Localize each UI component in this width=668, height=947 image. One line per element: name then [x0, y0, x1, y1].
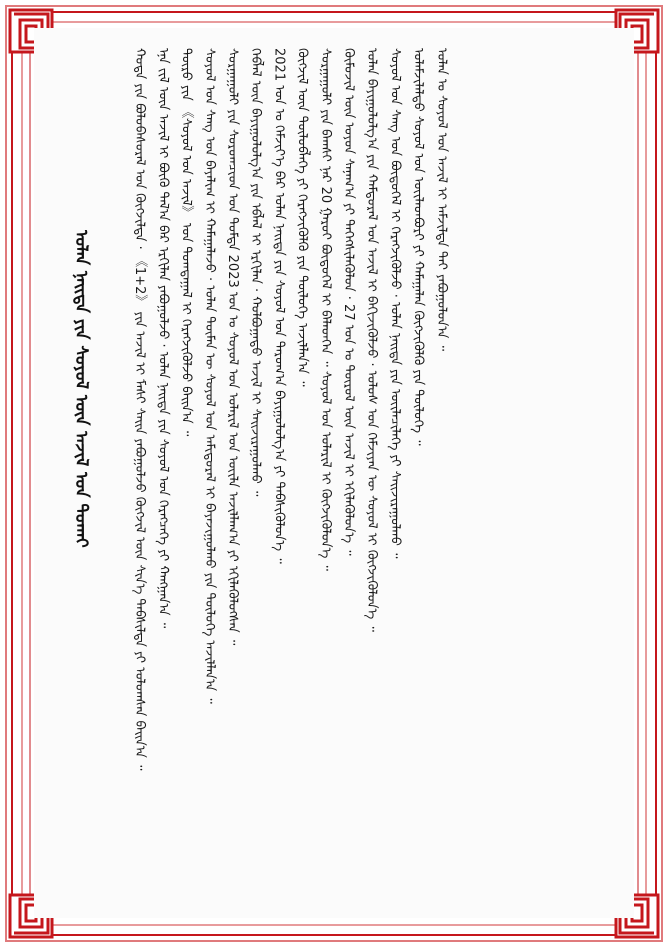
- document-body: ᠬᠣᠲᠠ ᠶᠢᠨ ᠪᠣᠯᠤᠪᠠᠰᠤᠷᠠᠯ ᠤᠨ ᠬᠥᠭᠵᠢᠯᠲᠡ · 《1+2》 ᠶᠢᠨ ᠠᠵᠢᠯ ᠢ ᠮᠠᠰᠢ ᠰᠠᠢᠨ ᠶᠠᠪᠤᠭᠤᠯᠵᠤ ᠬᠥᠭᠵᠢᠯ ᠦᠨ ᠱᠢᠨ᠎ᠡ ᠳᠡᠪᠰᠢᠯᠲᠡ ᠶᠢ ᠣᠯᠤᠭᠰᠠᠨ ᠪᠠᠢᠨ᠎ᠠ ᠃ ᠡᠨᠡ ᠵᠢᠯ ᠦᠨ ᠠᠵᠢᠯ ᠢ ᠪᠦᠬᠦ ᠲᠠᠯ᠎ᠠ ᠪᠠᠷ ᠡᠷᠬᠢᠯᠡᠨ ᠶᠠᠪᠤᠭᠤᠯᠵᠤ · ᠣᠯᠠᠨ ᠨᠡᠢᠲᠡ ᠶᠢᠨ ᠰᠣᠶᠣᠯ ᠤᠨ ᠬᠡᠷᠡᠭᠴᠡᠭᠡ ᠶᠢ ᠬᠠᠩᠭᠠᠨ᠎ᠠ ᠃ ᠲᠥᠷᠥ ᠶᠢᠨ 《ᠰᠣᠶᠣᠯ ᠤᠨ ᠠᠵᠢᠯ》 ᠤᠨ ᠲᠣᠭᠲᠠᠭᠠᠯ ᠢ ᠬᠡᠷᠡᠭᠵᠢᠭᠦᠯᠵᠦ ᠪᠠᠢᠨ᠎ᠠ ᠃ ᠰᠣᠶᠣᠯ ᠤᠨ ᠰᠠᠩ ᠤᠨ ᠪᠠᠶᠠᠯᠢᠭ ᠢ ᠬᠠᠮᠠᠭᠠᠯᠠᠵᠤ · ᠣᠯᠠᠨ ᠲᠥᠮᠡᠨ ᠦ ᠰᠣᠶᠣᠯ ᠤᠨ ᠠᠮᠢᠳᠤᠷᠠᠯ ᠢ ᠪᠠᠶᠠᠵᠢᠭᠤᠯᠬᠤ ᠶᠢᠨ ᠲᠥᠯᠥᠭᠡ ᠠᠵᠢᠯᠯᠠᠨ᠎ᠠ ᠃ ᠰᠤᠷᠭᠠᠭᠤᠯᠢ ᠶᠢᠨ ᠰᠤᠷᠤᠭᠴᠢᠳ ᠤᠨ ᠳᠤᠮᠳᠠ 2023 ᠣᠨ ᠤ ᠰᠣᠶᠣᠯ ᠤᠨ ᠤᠯᠠᠷᠢᠯ ᠤᠨ ᠦᠢᠯᠡ ᠠᠵᠢᠯᠯᠠᠭ᠎ᠠ ᠶᠢ ᠡᠬᠢᠯᠡᠭᠦᠯᠦᠭᠰᠡᠨ ᠃ ᠬᠡᠪᠯᠡᠯ ᠦᠨ ᠪᠠᠶᠢᠭᠤᠯᠤᠯᠭ᠎ᠠ ᠶᠢᠨ ᠡᠪᠯᠡᠯ ᠢ ᠡᠷᠬᠢᠯᠡᠨ · ᠬᠣᠯᠪᠣᠭᠠᠲᠤ ᠠᠵᠢᠯ ᠢ ᠰᠠᠢᠵᠢᠷᠠᠭᠤᠯᠬᠤ ᠃ 2021 ᠣᠨ ᠤ ᠬᠡᠮᠵᠢᠶ᠎ᠡ ᠪᠡᠷ ᠣᠯᠠᠨ ᠨᠡᠢᠲᠡ ᠶᠢᠨ ᠰᠣᠶᠣᠯ ᠤᠨ ᠳᠠᠷᠤᠭ᠎ᠠ ᠪᠠᠶᠢᠭᠤᠯᠤᠯᠭ᠎ᠠ ᠶᠢ ᠳᠡᠪᠰᠢᠭᠦᠯᠦᠨ᠎ᠡ ᠃ ᠬᠥᠭᠵᠢᠯ ᠦᠨ ᠲᠥᠯᠥᠪᠯᠡᠭᠡ ᠶᠢ ᠬᠡᠷᠡᠭᠵᠢᠭᠦᠯᠬᠦ ᠶᠢᠨ ᠲᠥᠯᠥᠭᠡ ᠠᠵᠢᠯᠯᠠᠨ᠎ᠠ ᠃ ᠰᠤᠷᠭᠠᠭᠤᠯᠢ ᠶᠢᠨ ᠪᠠᠭᠰᠢ ᠨᠠᠷ 20 ᠭᠠᠷᠤᠢ ᠪᠦᠲᠦᠭᠡᠯ ᠢ ᠪᠡᠯᠡᠳᠬᠡᠨ ᠃ ᠰᠣᠶᠣᠯ ᠤᠨ ᠤᠯᠠᠷᠢᠯ ᠢ ᠬᠥᠭᠵᠢᠭᠦᠯᠦᠨ᠎ᠡ ᠃ ᠬᠦᠮᠦᠵᠢᠯ ᠦᠨ ᠣᠶᠤᠨ ᠰᠠᠨᠠᠭ᠎ᠠ ᠶᠢ ᠳᠡᠭᠡᠭᠰᠢᠯᠡᠭᠦᠯᠦᠨ · 27 ᠣᠨ ᠤ ᠲᠦᠷᠦᠯ ᠦᠨ ᠠᠵᠢᠯ ᠢ ᠡᠬᠢᠯᠡᠭᠦᠯᠦᠨ᠎ᠡ ᠃ ᠣᠯᠠᠨ ᠪᠠᠶᠢᠭᠤᠯᠤᠯᠭ᠎ᠠ ᠶᠢᠨ ᠬᠠᠮᠲᠤᠷᠠᠯ ᠤᠨ ᠠᠵᠢᠯ ᠢ ᠪᠡᠬᠢᠵᠢᠭᠦᠯᠵᠦ · ᠤᠯᠤᠰ ᠤᠨ ᠬᠡᠮᠵᠢᠶᠡᠨ ᠦ ᠰᠣᠶᠣᠯ ᠢ ᠬᠥᠭᠵᠢᠭᠦᠯᠦᠨ᠎ᠡ ᠃ ᠰᠣᠶᠣᠯ ᠤᠨ ᠰᠠᠩ ᠤᠨ ᠪᠦᠲᠦᠭᠡᠯ ᠢ ᠬᠡᠷᠡᠭᠵᠢᠭᠦᠯᠵᠦ · ᠣᠯᠠᠨ ᠨᠡᠢᠲᠡ ᠶᠢᠨ ᠦᠢᠯᠡᠴᠢᠯᠡᠭᠡ ᠶᠢ ᠰᠠᠢᠵᠢᠷᠠᠭᠤᠯᠬᠤ ᠃ ᠤᠯᠠᠮᠵᠢᠯᠠᠯᠲᠤ ᠰᠣᠶᠣᠯ ᠤᠨ ᠦᠢᠯᠡᠳᠪᠦᠷᠢ ᠶᠢ ᠬᠠᠮᠠᠭᠠᠯᠠᠨ ᠬᠥᠭᠵᠢᠭᠦᠯᠬᠦ ᠶᠢᠨ ᠲᠥᠯᠥᠭᠡ ᠃ ᠣᠯᠠᠨ ᠤ ᠰᠣᠶᠣᠯ ᠤᠨ ᠠᠵᠢᠯ ᠢ ᠠᠮᠵᠢᠯᠲᠠ ᠲᠠᠢ ᠶᠠᠪᠤᠭᠤᠯᠤᠨ᠎ᠠ ᠃: [132, 48, 449, 771]
- document-title: ᠣᠯᠠᠨ ᠨᠡᠢᠲᠡ ᠶᠢᠨ ᠰᠣᠶᠣᠯ ᠦᠨ ᠠᠵᠢᠯ ᠤᠨ ᠲᠤᠬᠠᠢ: [71, 230, 91, 548]
